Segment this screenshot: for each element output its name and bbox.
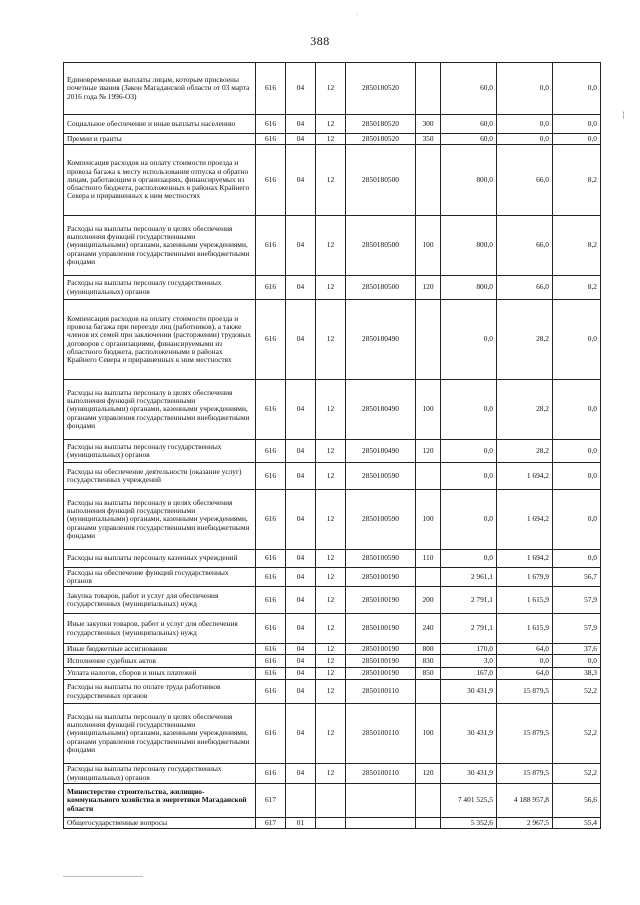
ministry-code-cell: 616: [256, 680, 286, 704]
item-name-cell: Премии и гранты: [64, 134, 256, 145]
planned-amount-cell: 60,0: [441, 134, 497, 145]
executed-amount-cell: 66,0: [497, 145, 553, 216]
executed-amount-cell: 66,0: [497, 216, 553, 276]
scan-mark-right: ¦: [622, 110, 625, 119]
section-code-cell: 04: [286, 134, 316, 145]
subsection-code-cell: 12: [316, 216, 346, 276]
ministry-code-cell: 616: [256, 764, 286, 784]
planned-amount-cell: 2 791,1: [441, 587, 497, 614]
table-row: [64, 63, 601, 115]
subsection-code-cell: 12: [316, 668, 346, 680]
item-name-cell: Расходы на выплаты персоналу государственных (муниципальных) органов: [64, 440, 256, 463]
item-name-cell: Закупка товаров, работ и услуг для обеспечения государственных (муниципальных) нужд: [64, 587, 256, 614]
percent-executed-cell: 0,0: [553, 490, 601, 550]
item-name-cell: Расходы на выплаты персоналу казенных учреждений: [64, 550, 256, 568]
planned-amount-cell: 60,0: [441, 63, 497, 115]
executed-amount-cell: 2 967,5: [497, 818, 553, 829]
percent-executed-cell: 0,0: [553, 380, 601, 440]
expense-type-cell: 240: [416, 614, 441, 644]
item-name-cell: Расходы на выплаты персоналу в целях обеспечения выполнения функций государственными (муниципальными) органами, казенными учреждениями, органами управления государственными внебюджетными фондами: [64, 704, 256, 764]
table-row: [64, 614, 601, 644]
section-code-cell: 04: [286, 680, 316, 704]
table-row: [64, 764, 601, 784]
item-name-cell: Социальное обеспечение и иные выплаты населению: [64, 115, 256, 134]
table-row: [64, 145, 601, 216]
expense-type-cell: [416, 784, 441, 818]
article-code-cell: 2850100190: [346, 644, 416, 655]
section-code-cell: 04: [286, 63, 316, 115]
expense-type-cell: [416, 300, 441, 380]
executed-amount-cell: 1 615,9: [497, 614, 553, 644]
budget-table-body: [64, 63, 601, 829]
expense-type-cell: 850: [416, 668, 441, 680]
ministry-code-cell: 616: [256, 440, 286, 463]
subsection-code-cell: 12: [316, 115, 346, 134]
article-code-cell: 2850100590: [346, 550, 416, 568]
executed-amount-cell: 1 694,2: [497, 490, 553, 550]
ministry-code-cell: 616: [256, 63, 286, 115]
expense-type-cell: 100: [416, 380, 441, 440]
planned-amount-cell: 0,0: [441, 440, 497, 463]
ministry-code-cell: 616: [256, 216, 286, 276]
subsection-code-cell: 12: [316, 440, 346, 463]
percent-executed-cell: 0,0: [553, 440, 601, 463]
expense-type-cell: 110: [416, 550, 441, 568]
ministry-code-cell: 616: [256, 668, 286, 680]
item-name-cell: Расходы на выплаты персоналу в целях обеспечения выполнения функций государственными (муниципальными) органами, казенными учреждениями, органами управления государственными внебюджетными фондами: [64, 380, 256, 440]
ministry-code-cell: 617: [256, 818, 286, 829]
table-row: [64, 568, 601, 587]
executed-amount-cell: 0,0: [497, 134, 553, 145]
expense-type-cell: [416, 818, 441, 829]
planned-amount-cell: 30 431,9: [441, 764, 497, 784]
planned-amount-cell: 167,0: [441, 668, 497, 680]
section-code-cell: 04: [286, 216, 316, 276]
planned-amount-cell: 60,0: [441, 115, 497, 134]
executed-amount-cell: 1 694,2: [497, 463, 553, 490]
subsection-code-cell: 12: [316, 550, 346, 568]
article-code-cell: 2850100590: [346, 463, 416, 490]
executed-amount-cell: 64,0: [497, 668, 553, 680]
page-number: 388: [310, 34, 330, 48]
executed-amount-cell: 1 679,9: [497, 568, 553, 587]
section-code-cell: 04: [286, 655, 316, 668]
table-row: [64, 550, 601, 568]
executed-amount-cell: 1 615,9: [497, 587, 553, 614]
article-code-cell: 2850180500: [346, 145, 416, 216]
section-code-cell: 04: [286, 764, 316, 784]
percent-executed-cell: 37,6: [553, 644, 601, 655]
article-code-cell: 2850180520: [346, 63, 416, 115]
percent-executed-cell: 8,2: [553, 216, 601, 276]
section-code-cell: 04: [286, 145, 316, 216]
subsection-code-cell: 12: [316, 300, 346, 380]
planned-amount-cell: 2 791,1: [441, 614, 497, 644]
planned-amount-cell: 0,0: [441, 490, 497, 550]
item-name-cell: Министерство строительства, жилищно-коммунального хозяйства и энергетики Магаданской области: [64, 784, 256, 818]
expense-type-cell: 100: [416, 490, 441, 550]
item-name-cell: Расходы на обеспечение функций государственных органов: [64, 568, 256, 587]
section-code-cell: 04: [286, 668, 316, 680]
section-code-cell: [286, 784, 316, 818]
article-code-cell: 2850180500: [346, 216, 416, 276]
table-row: [64, 216, 601, 276]
executed-amount-cell: 15 879,5: [497, 764, 553, 784]
expense-type-cell: 800: [416, 644, 441, 655]
subsection-code-cell: [316, 784, 346, 818]
section-code-cell: 04: [286, 490, 316, 550]
expense-type-cell: [416, 63, 441, 115]
planned-amount-cell: 30 431,9: [441, 704, 497, 764]
item-name-cell: Иные бюджетные ассигнования: [64, 644, 256, 655]
subsection-code-cell: 12: [316, 614, 346, 644]
subsection-code-cell: 12: [316, 764, 346, 784]
section-code-cell: 04: [286, 587, 316, 614]
ministry-code-cell: 616: [256, 134, 286, 145]
expense-type-cell: 100: [416, 216, 441, 276]
executed-amount-cell: 1 694,2: [497, 550, 553, 568]
item-name-cell: Иные закупки товаров, работ и услуг для обеспечения государственных (муниципальных) нужд: [64, 614, 256, 644]
item-name-cell: Компенсация расходов на оплату стоимости проезда и провоза багажа при переезде лиц (работников), а также членов их семей при заключении (расторжении) трудовых договоров с организациями, финансируемыми из областного бюджета, расположенными в районах Крайнего Севера и приравненных к ним местностях: [64, 300, 256, 380]
section-code-cell: 04: [286, 380, 316, 440]
article-code-cell: 2850100110: [346, 680, 416, 704]
expense-type-cell: 120: [416, 440, 441, 463]
ministry-code-cell: 616: [256, 614, 286, 644]
percent-executed-cell: 52,2: [553, 704, 601, 764]
planned-amount-cell: 5 352,6: [441, 818, 497, 829]
planned-amount-cell: 3,0: [441, 655, 497, 668]
ministry-code-cell: 616: [256, 300, 286, 380]
table-row: [64, 784, 601, 818]
ministry-code-cell: 616: [256, 568, 286, 587]
expense-type-cell: 350: [416, 134, 441, 145]
item-name-cell: Расходы на выплаты персоналу в целях обеспечения выполнения функций государственными (муниципальными) органами, казенными учреждениями, органами управления государственными внебюджетными фондами: [64, 216, 256, 276]
article-code-cell: 2850100590: [346, 490, 416, 550]
article-code-cell: 2850100110: [346, 704, 416, 764]
executed-amount-cell: 28,2: [497, 440, 553, 463]
subsection-code-cell: 12: [316, 680, 346, 704]
subsection-code-cell: 12: [316, 587, 346, 614]
item-name-cell: Расходы на выплаты персоналу в целях обеспечения выполнения функций государственными (муниципальными) органами, казенными учреждениями, органами управления государственными внебюджетными фондами: [64, 490, 256, 550]
ministry-code-cell: 617: [256, 784, 286, 818]
item-name-cell: Расходы на обеспечение деятельности (оказание услуг) государственных учреждений: [64, 463, 256, 490]
ministry-code-cell: 616: [256, 550, 286, 568]
subsection-code-cell: [316, 818, 346, 829]
percent-executed-cell: 38,3: [553, 668, 601, 680]
subsection-code-cell: 12: [316, 568, 346, 587]
article-code-cell: 2850180500: [346, 276, 416, 300]
subsection-code-cell: 12: [316, 655, 346, 668]
percent-executed-cell: 56,7: [553, 568, 601, 587]
article-code-cell: 2850100190: [346, 655, 416, 668]
percent-executed-cell: 8,2: [553, 145, 601, 216]
planned-amount-cell: 0,0: [441, 463, 497, 490]
ministry-code-cell: 616: [256, 490, 286, 550]
percent-executed-cell: 52,2: [553, 764, 601, 784]
item-name-cell: Расходы на выплаты персоналу государственных (муниципальных) органов: [64, 276, 256, 300]
table-row: [64, 668, 601, 680]
planned-amount-cell: 0,0: [441, 550, 497, 568]
percent-executed-cell: 56,6: [553, 784, 601, 818]
item-name-cell: Исполнение судебных актов: [64, 655, 256, 668]
section-code-cell: 04: [286, 704, 316, 764]
executed-amount-cell: 64,0: [497, 644, 553, 655]
item-name-cell: Компенсация расходов на оплату стоимости проезда и провоза багажа к месту использования отпуска и обратно лицам, работающим в организациях, финансируемых из областного бюджета, расположенных в районах Крайнего Севера и приравненных к ним местностях: [64, 145, 256, 216]
section-code-cell: 04: [286, 550, 316, 568]
expense-type-cell: 100: [416, 704, 441, 764]
ministry-code-cell: 616: [256, 276, 286, 300]
section-code-cell: 04: [286, 440, 316, 463]
scan-mark-top: ·: [356, 12, 358, 19]
table-row: [64, 704, 601, 764]
planned-amount-cell: 0,0: [441, 300, 497, 380]
table-row: [64, 115, 601, 134]
section-code-cell: 01: [286, 818, 316, 829]
executed-amount-cell: 0,0: [497, 655, 553, 668]
ministry-code-cell: 616: [256, 704, 286, 764]
article-code-cell: 2850180490: [346, 380, 416, 440]
ministry-code-cell: 616: [256, 145, 286, 216]
subsection-code-cell: 12: [316, 276, 346, 300]
table-row: [64, 276, 601, 300]
section-code-cell: 04: [286, 276, 316, 300]
executed-amount-cell: 15 879,5: [497, 704, 553, 764]
percent-executed-cell: 57,9: [553, 587, 601, 614]
planned-amount-cell: 800,0: [441, 145, 497, 216]
section-code-cell: 04: [286, 463, 316, 490]
table-row: [64, 818, 601, 829]
planned-amount-cell: 30 431,9: [441, 680, 497, 704]
subsection-code-cell: 12: [316, 380, 346, 440]
ministry-code-cell: 616: [256, 115, 286, 134]
executed-amount-cell: 66,0: [497, 276, 553, 300]
article-code-cell: 2850100190: [346, 587, 416, 614]
subsection-code-cell: 12: [316, 490, 346, 550]
expense-type-cell: 120: [416, 276, 441, 300]
percent-executed-cell: 0,0: [553, 463, 601, 490]
percent-executed-cell: 0,0: [553, 134, 601, 145]
table-row: [64, 490, 601, 550]
percent-executed-cell: 55,4: [553, 818, 601, 829]
expense-type-cell: [416, 463, 441, 490]
subsection-code-cell: 12: [316, 63, 346, 115]
expense-type-cell: 830: [416, 655, 441, 668]
section-code-cell: 04: [286, 568, 316, 587]
subsection-code-cell: 12: [316, 134, 346, 145]
percent-executed-cell: 52,2: [553, 680, 601, 704]
item-name-cell: Расходы на выплаты по оплате труда работников государственных органов: [64, 680, 256, 704]
expense-type-cell: 200: [416, 587, 441, 614]
article-code-cell: [346, 784, 416, 818]
expense-type-cell: [416, 568, 441, 587]
ministry-code-cell: 616: [256, 587, 286, 614]
table-row: [64, 655, 601, 668]
expense-type-cell: [416, 680, 441, 704]
section-code-cell: 04: [286, 300, 316, 380]
table-row: [64, 587, 601, 614]
article-code-cell: 2850100190: [346, 668, 416, 680]
table-row: [64, 680, 601, 704]
table-row: [64, 463, 601, 490]
budget-table: [63, 62, 601, 829]
article-code-cell: 2850180520: [346, 134, 416, 145]
table-row: [64, 644, 601, 655]
subsection-code-cell: 12: [316, 644, 346, 655]
percent-executed-cell: 0,0: [553, 655, 601, 668]
article-code-cell: 2850100110: [346, 764, 416, 784]
item-name-cell: Расходы на выплаты персоналу государственных (муниципальных) органов: [64, 764, 256, 784]
item-name-cell: Уплата налогов, сборов и иных платежей: [64, 668, 256, 680]
table-row: [64, 440, 601, 463]
bottom-rule: [63, 876, 143, 877]
article-code-cell: 2850100190: [346, 568, 416, 587]
planned-amount-cell: 800,0: [441, 216, 497, 276]
article-code-cell: [346, 818, 416, 829]
executed-amount-cell: 28,2: [497, 380, 553, 440]
item-name-cell: Общегосударственные вопросы: [64, 818, 256, 829]
subsection-code-cell: 12: [316, 145, 346, 216]
article-code-cell: 2850180490: [346, 440, 416, 463]
ministry-code-cell: 616: [256, 380, 286, 440]
planned-amount-cell: 170,0: [441, 644, 497, 655]
section-code-cell: 04: [286, 644, 316, 655]
percent-executed-cell: 0,0: [553, 300, 601, 380]
subsection-code-cell: 12: [316, 704, 346, 764]
planned-amount-cell: 0,0: [441, 380, 497, 440]
executed-amount-cell: 0,0: [497, 63, 553, 115]
article-code-cell: 2850180520: [346, 115, 416, 134]
planned-amount-cell: 7 401 525,5: [441, 784, 497, 818]
executed-amount-cell: 0,0: [497, 115, 553, 134]
article-code-cell: 2850100190: [346, 614, 416, 644]
executed-amount-cell: 15 879,5: [497, 680, 553, 704]
table-row: [64, 134, 601, 145]
expense-type-cell: [416, 145, 441, 216]
percent-executed-cell: 0,0: [553, 550, 601, 568]
article-code-cell: 2850180490: [346, 300, 416, 380]
ministry-code-cell: 616: [256, 644, 286, 655]
section-code-cell: 04: [286, 614, 316, 644]
ministry-code-cell: 616: [256, 655, 286, 668]
ministry-code-cell: 616: [256, 463, 286, 490]
percent-executed-cell: 0,0: [553, 63, 601, 115]
percent-executed-cell: 8,2: [553, 276, 601, 300]
table-row: [64, 300, 601, 380]
expense-type-cell: 120: [416, 764, 441, 784]
table-row: [64, 380, 601, 440]
expense-type-cell: 300: [416, 115, 441, 134]
item-name-cell: Единовременные выплаты лицам, которым присвоены почетные звания (Закон Магаданской области от 03 марта 2016 года № 1996-ОЗ): [64, 63, 256, 115]
subsection-code-cell: 12: [316, 463, 346, 490]
planned-amount-cell: 800,0: [441, 276, 497, 300]
executed-amount-cell: 28,2: [497, 300, 553, 380]
section-code-cell: 04: [286, 115, 316, 134]
percent-executed-cell: 0,0: [553, 115, 601, 134]
planned-amount-cell: 2 961,1: [441, 568, 497, 587]
executed-amount-cell: 4 188 957,8: [497, 784, 553, 818]
percent-executed-cell: 57,9: [553, 614, 601, 644]
